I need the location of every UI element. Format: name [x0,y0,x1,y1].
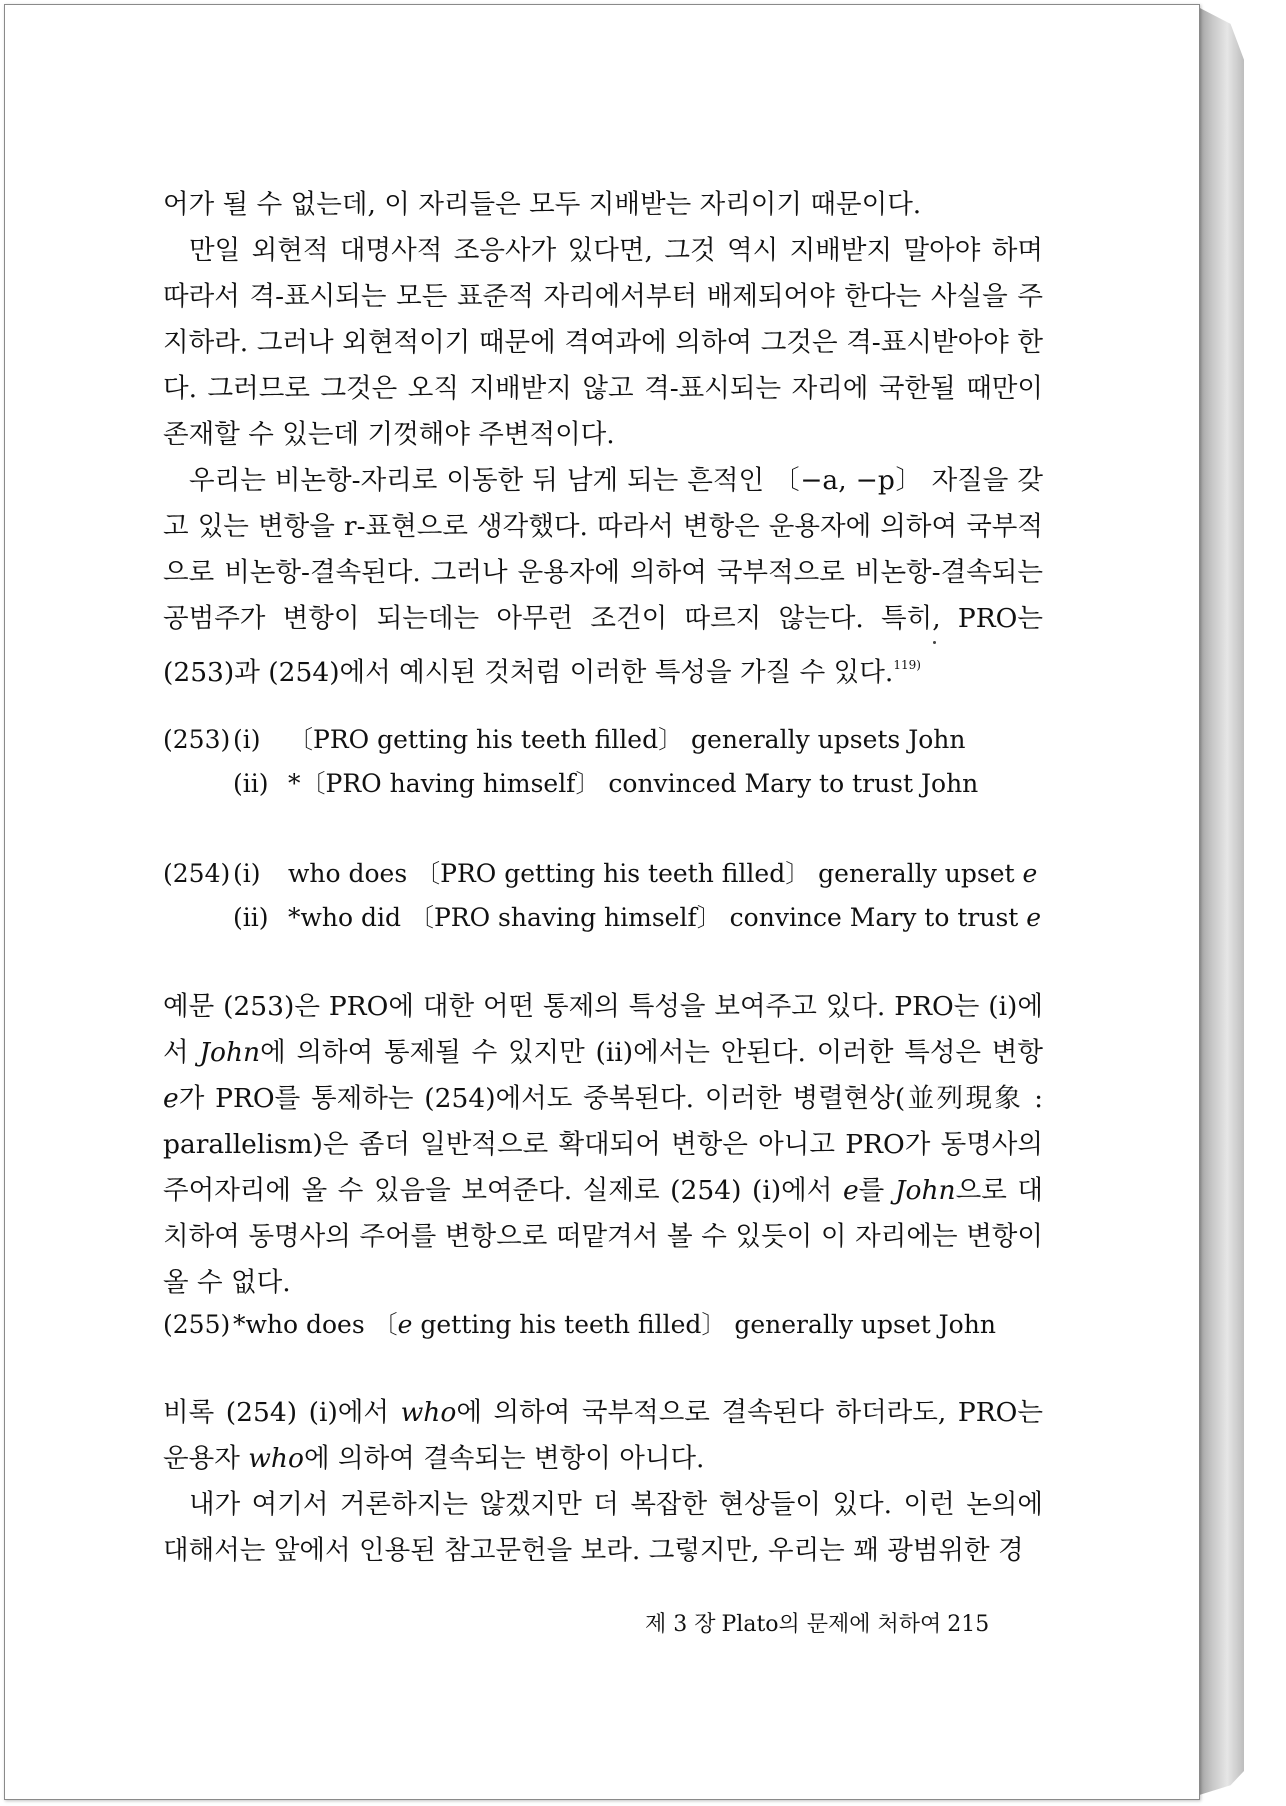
paragraph-1: 어가 될 수 없는데, 이 자리들은 모두 지배받는 자리이기 때문이다. [163,189,922,220]
italic-john: John [199,1037,261,1068]
example-text: *who does 〔 [233,1310,398,1339]
text-run: 에 의하여 통제될 수 있지만 (ii)에서는 안된다. 이러한 특성은 변항 [260,1037,1043,1068]
text-run: 가 PRO를 통제하는 (254)에서도 중복된다. 이러한 병렬현상(並列現象 : parallelism)은 좀더 일반적으로 확대되어 변항은 아니고 PRO가 동명사의 주어자리에 올 수 있음을 보여준다. 실제로 (254) (i)에서 [163,1083,1043,1206]
italic-john: John [894,1175,956,1206]
example-number: (253) [163,725,231,754]
example-number: (255) [163,1310,231,1339]
example-number: (254) [163,859,231,888]
text-run: 으로 대치하여 동명사의 주어를 변항으로 떠맡겨서 볼 수 있듯이 이 자리에는 변항이 올 수 없다. [163,1175,1043,1298]
example-sub-label: (ii) [233,903,269,932]
page-number: 215 [947,1612,990,1637]
italic-e: e [163,1083,179,1114]
example-253-line-i [163,718,978,762]
example-255 [163,1303,996,1347]
text-run: 에 의하여 결속되는 변항이 아니다. [303,1443,705,1474]
paragraph-2: 만일 외현적 대명사적 조응사가 있다면, 그것 역시 지배받지 말아야 하며 따라서 격-표시되는 모든 표준적 자리에서부터 배제되어야 한다는 사실을 주지하라. 그러나 외현적이기 때문에 격여과에 의하여 그것은 격-표시받아야 한다. 그러므로 그것은 오직 지배받지 않고 격-표시되는 자리에 국한될 때만이 존재할 수 있는데 기껏해야 주변적이다. [163,235,1043,450]
example-text: *who did 〔PRO shaving himself〕 convince Mary to trust [288,903,1019,932]
book-page-edge [1196,6,1244,1796]
example-253-line-ii [163,762,978,806]
example-sub-label: (i) [233,725,261,754]
page-footer [645,1607,995,1638]
paragraph-6: 내가 여기서 거론하지는 않겠지만 더 복잡한 현상들이 있다. 이런 논의에 대해서는 앞에서 인용된 참고문헌을 보라. 그렇지만, 우리는 꽤 광범위한 경 [163,1489,1043,1566]
text-run: 에 의하여 국부적으로 결속된다 하더라도, PRO는 운용자 [163,1397,1043,1474]
example-text: *〔PRO having himself〕 convinced Mary to trust John [288,769,979,798]
middle-paragraph [163,984,1043,1306]
example-variable-e: e [1022,859,1038,888]
example-text: 〔PRO getting his teeth filled〕 generally upsets John [288,725,966,754]
example-254-line-ii [163,896,1041,940]
example-text: who does 〔PRO getting his teeth filled〕 generally upset [288,859,1015,888]
italic-who: who [248,1443,304,1474]
paragraph-3 [163,458,1043,696]
example-sub-label: (ii) [233,769,269,798]
footer-chapter: 제 3 장 [645,1612,716,1637]
paragraph-5 [163,1390,1043,1482]
text-run: 예문 (253)은 PRO에 대한 어떤 통제의 특성을 보여주고 있다. PRO는 (i)에서 [163,991,1043,1068]
footer-title: Plato의 문제에 처하여 [721,1612,942,1637]
italic-who: who [400,1397,457,1428]
text-run: 비록 (254) (i)에서 [163,1397,401,1428]
top-paragraphs [163,182,1043,696]
text-run: 를 [858,1175,895,1206]
bottom-paragraphs [163,1390,1043,1574]
footnote-marker: 119) [893,658,921,672]
example-254 [163,852,1041,940]
paragraph-4 [163,984,1043,1306]
example-254-line-i [163,852,1041,896]
example-253 [163,718,978,806]
example-text: getting his teeth filled〕 generally upset John [412,1310,996,1339]
italic-e: e [842,1175,859,1206]
example-variable-e: e [1026,903,1042,932]
example-variable-e: e [397,1310,413,1339]
example-sub-label: (i) [233,859,261,888]
paragraph-3-text: 우리는 비논항-자리로 이동한 뒤 남게 되는 흔적인 〔−a, −p〕 자질을 갖고 있는 변항을 r-표현으로 생각했다. 따라서 변항은 운용자에 의하여 국부적으로 비논항-결속된다. 그러나 운용자에 의하여 국부적으로 비논항-결속되는 공범주가 변항이 되는데는 아무런 조건이 따르지 않는다. 특히, PRO는 (253)과 (254)에서 예시된 것처럼 이러한 특성을 가질 수 있다. [163,465,1043,688]
